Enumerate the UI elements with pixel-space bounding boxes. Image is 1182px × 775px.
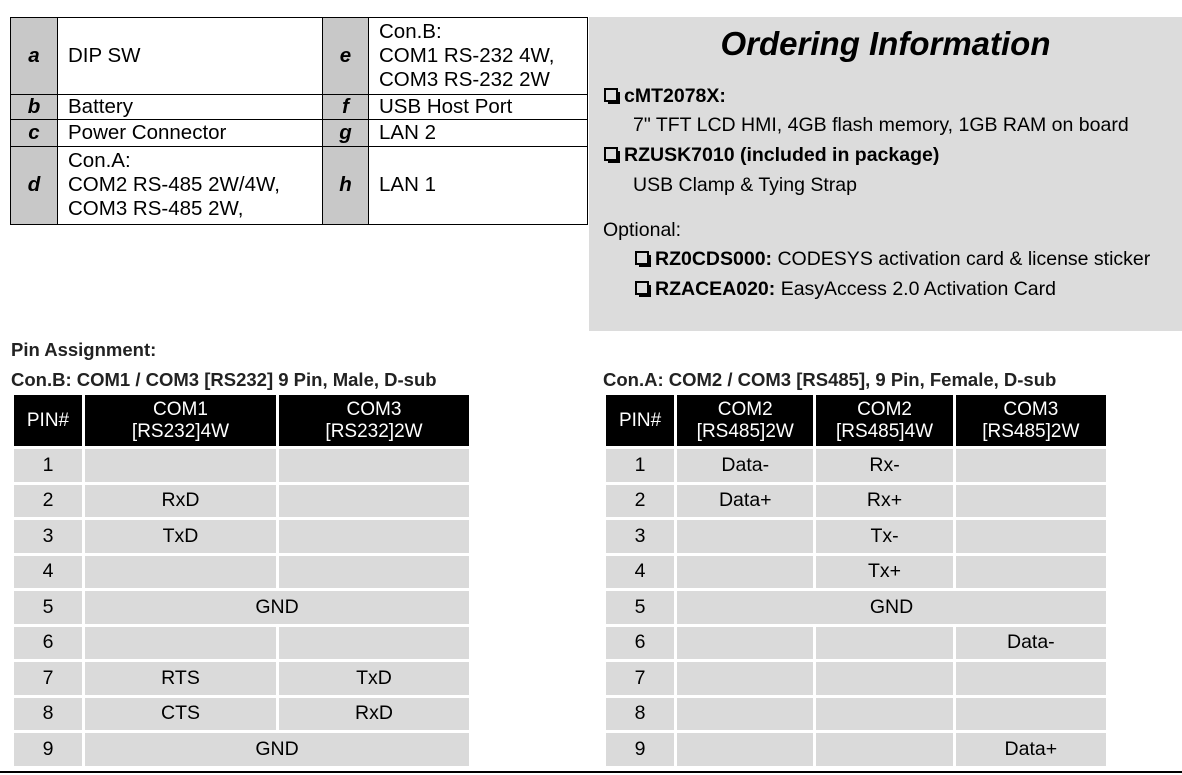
pin-number: 1 — [14, 449, 82, 482]
pin-signal — [677, 698, 813, 731]
ordering-item-2 — [604, 144, 939, 167]
cona-col-header — [677, 395, 813, 446]
ordering-item-2-desc: USB Clamp & Tying Strap — [633, 174, 857, 196]
pin-signal — [816, 733, 952, 766]
optional-item-1 — [635, 248, 1150, 271]
conb-col-header — [279, 395, 469, 446]
pin-signal — [956, 520, 1106, 553]
pin-signal — [279, 627, 469, 660]
col-header-line: COM2 — [717, 398, 773, 420]
col-header-line: [RS485]2W — [696, 420, 794, 442]
pin-row — [14, 449, 469, 482]
legend-value-line: LAN 2 — [379, 121, 436, 145]
cona-title: Con.A: COM2 / COM3 [RS485], 9 Pin, Female, D-sub — [603, 369, 1057, 390]
pin-row — [14, 627, 469, 660]
legend-value-line: COM3 RS-232 2W — [379, 68, 550, 92]
col-header-line: PIN# — [618, 409, 662, 431]
conb-header-row — [14, 395, 469, 446]
pin-signal — [677, 556, 813, 589]
pin-signal: Tx+ — [816, 556, 952, 589]
pin-row — [14, 485, 469, 518]
legend-key: a — [11, 18, 58, 95]
pin-signal: TxD — [85, 520, 276, 553]
pin-signal — [956, 662, 1106, 695]
col-header-line: COM1 — [153, 398, 208, 420]
legend-key: c — [11, 120, 58, 146]
legend-value — [58, 146, 323, 224]
pin-signal: RxD — [85, 485, 276, 518]
legend-value-line: LAN 1 — [379, 173, 436, 197]
legend-value-line: COM1 RS-232 4W, — [379, 44, 555, 68]
pin-signal — [956, 449, 1106, 482]
pin-signal — [677, 627, 813, 660]
pin-row — [14, 662, 469, 695]
pin-number: 7 — [606, 662, 674, 695]
pin-signal: RxD — [279, 698, 469, 731]
col-header-line: [RS232]4W — [131, 420, 230, 442]
conb-title: Con.B: COM1 / COM3 [RS232] 9 Pin, Male, D-sub — [11, 369, 437, 390]
pin-signal: Tx- — [816, 520, 952, 553]
legend-value: Battery — [58, 95, 323, 120]
pin-row — [606, 662, 1106, 695]
pin-number: 9 — [14, 733, 82, 766]
pin-signal: Data- — [677, 449, 813, 482]
pin-assignment-title: Pin Assignment: — [11, 339, 157, 360]
pin-row — [606, 733, 1106, 766]
ordering-item-2-code: RZUSK7010 (included in package) — [624, 144, 940, 166]
legend-value-line: Con.B: — [379, 20, 442, 44]
pin-row — [606, 520, 1106, 553]
ordering-title: Ordering Information — [720, 25, 1051, 62]
optional-item-2-desc: EasyAccess 2.0 Activation Card — [775, 278, 1056, 300]
col-header-line: COM3 — [1003, 398, 1059, 420]
col-header-line: [RS232]2W — [325, 420, 423, 442]
pin-row — [14, 556, 469, 589]
pin-number: 2 — [606, 485, 674, 518]
checkbox-icon — [604, 147, 618, 161]
pin-signal: GND — [677, 591, 1106, 624]
legend-value — [369, 95, 588, 120]
legend-value: Power Connector — [58, 120, 323, 146]
optional-item-1-code: RZ0CDS000: — [655, 248, 773, 270]
pin-signal: Data+ — [677, 485, 813, 518]
pin-number: 6 — [14, 627, 82, 660]
col-header-line: PIN# — [26, 409, 70, 431]
pin-signal — [677, 520, 813, 553]
legend-body — [11, 18, 588, 225]
legend-value-line: COM2 RS-485 2W/4W, — [68, 173, 280, 197]
checkbox-icon — [635, 251, 649, 265]
pin-signal — [816, 627, 952, 660]
pin-number: 8 — [606, 698, 674, 731]
ordering-item-1 — [604, 85, 726, 108]
pin-signal — [956, 485, 1106, 518]
cona-col-header — [956, 395, 1106, 446]
pin-number: 2 — [14, 485, 82, 518]
legend-value: DIP SW — [58, 18, 323, 95]
conb-header — [14, 395, 469, 446]
legend-key: d — [11, 146, 58, 224]
pin-signal: RTS — [85, 662, 276, 695]
pin-number: 5 — [14, 591, 82, 624]
ordering-item-1-desc: 7" TFT LCD HMI, 4GB flash memory, 1GB RAM on board — [633, 114, 1129, 136]
pin-signal: Rx- — [816, 449, 952, 482]
pin-row — [606, 556, 1106, 589]
pin-signal — [85, 556, 276, 589]
legend-value-line: COM3 RS-485 2W, — [68, 197, 244, 221]
cona-header-row — [606, 395, 1106, 446]
legend-key: g — [323, 120, 369, 146]
optional-label: Optional: — [603, 219, 682, 241]
legend-key: e — [323, 18, 369, 95]
conb-body — [14, 449, 469, 766]
pin-number: 3 — [606, 520, 674, 553]
ordering-information-panel — [589, 17, 1182, 331]
pin-number: 4 — [606, 556, 674, 589]
legend-value — [369, 120, 588, 146]
pin-number: 7 — [14, 662, 82, 695]
pin-row — [14, 733, 469, 766]
component-legend-table — [10, 17, 588, 225]
cona-col-header — [816, 395, 952, 446]
pin-number: 5 — [606, 591, 674, 624]
pin-row — [606, 698, 1106, 731]
col-header-line: COM2 — [857, 398, 912, 420]
pin-signal: Rx+ — [816, 485, 952, 518]
legend-value — [369, 18, 588, 95]
legend-value-line: Con.A: — [68, 149, 131, 173]
pin-signal — [816, 662, 952, 695]
pin-signal — [279, 485, 469, 518]
optional-item-2 — [635, 278, 1056, 301]
pin-row — [14, 520, 469, 553]
pin-signal: Data+ — [956, 733, 1106, 766]
cona-pin-table — [603, 392, 1109, 769]
cona-header — [606, 395, 1106, 446]
legend-key: b — [11, 95, 58, 120]
conb-col-header — [14, 395, 82, 446]
cona-col-header — [606, 395, 674, 446]
optional-item-2-code: RZACEA020: — [655, 278, 776, 300]
col-header-line: COM3 — [346, 398, 402, 420]
pin-signal — [677, 733, 813, 766]
legend-row — [11, 120, 588, 146]
legend-row — [11, 18, 588, 95]
checkbox-icon — [604, 88, 618, 102]
optional-item-1-desc: CODESYS activation card & license sticker — [772, 248, 1151, 270]
pin-signal — [85, 449, 276, 482]
pin-number: 8 — [14, 698, 82, 731]
legend-value — [369, 146, 588, 224]
pin-number: 4 — [14, 556, 82, 589]
bottom-rule — [0, 771, 1182, 773]
pin-row — [606, 449, 1106, 482]
pin-signal — [279, 556, 469, 589]
pin-row — [606, 591, 1106, 624]
pin-signal — [85, 627, 276, 660]
col-header-line: [RS485]2W — [982, 420, 1080, 442]
pin-signal: GND — [85, 591, 469, 624]
pin-number: 6 — [606, 627, 674, 660]
pin-signal: Data- — [956, 627, 1106, 660]
legend-row — [11, 95, 588, 120]
checkbox-icon — [635, 281, 649, 295]
conb-col-header — [85, 395, 276, 446]
legend-key: h — [323, 146, 369, 224]
legend-value-line: USB Host Port — [379, 95, 513, 119]
legend-row — [11, 146, 588, 224]
pin-number: 3 — [14, 520, 82, 553]
pin-row — [606, 485, 1106, 518]
col-header-line: [RS485]4W — [835, 420, 934, 442]
pin-row — [606, 627, 1106, 660]
cona-body — [606, 449, 1106, 766]
pin-signal — [816, 698, 952, 731]
conb-pin-table — [11, 392, 472, 769]
pin-signal: TxD — [279, 662, 469, 695]
pin-signal — [279, 449, 469, 482]
pin-signal: CTS — [85, 698, 276, 731]
pin-signal — [956, 698, 1106, 731]
pin-signal — [956, 556, 1106, 589]
pin-number: 1 — [606, 449, 674, 482]
pin-signal: GND — [85, 733, 469, 766]
pin-number: 9 — [606, 733, 674, 766]
pin-signal — [677, 662, 813, 695]
pin-signal — [279, 520, 469, 553]
ordering-item-1-code: cMT2078X: — [624, 85, 726, 107]
pin-row — [14, 591, 469, 624]
legend-key: f — [323, 95, 369, 120]
pin-row — [14, 698, 469, 731]
